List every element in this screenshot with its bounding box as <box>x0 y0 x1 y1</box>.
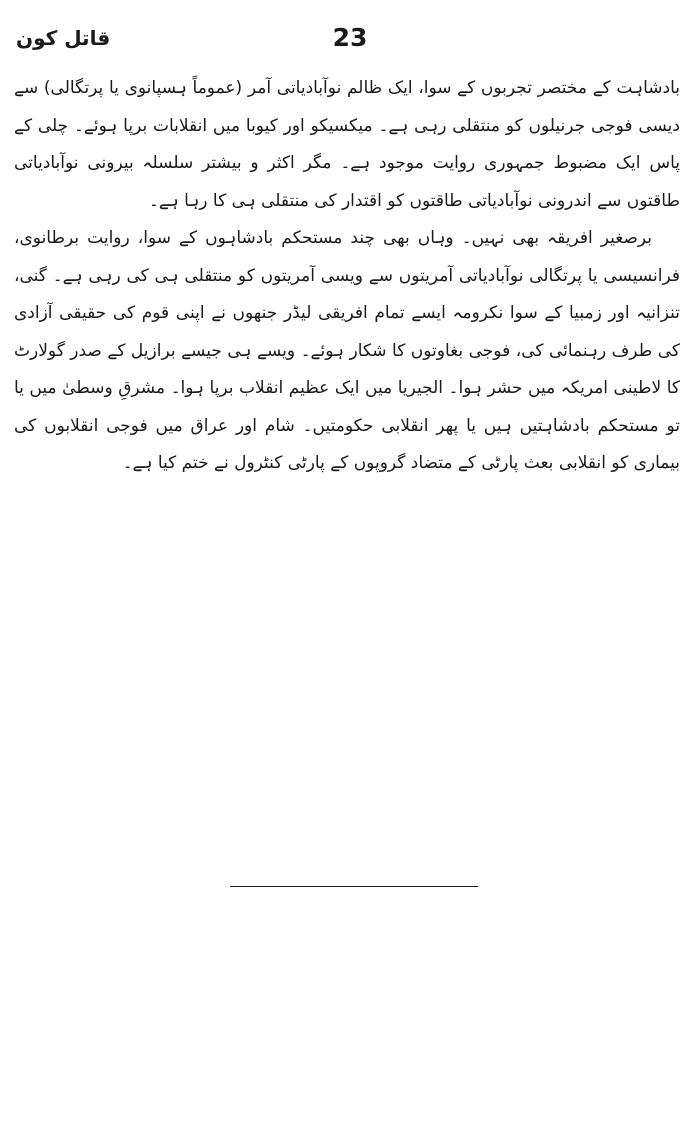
section-end-rule <box>230 886 478 887</box>
paragraph-2: برصغیر افریقہ بھی نہیں۔ وہاں بھی چند مستحکم بادشاہوں کے سوا، روایت برطانوی، فرانسیسی یا پرتگالی نوآبادیاتی آمریتوں سے ویسی آمریتوں کو منتقلی ہی کی رہی ہے۔ گنی، تنزانیہ اور زمبیا کے سوا نکرومہ ایسے تمام افریقی لیڈر جنھوں نے اپنی قوم کی حقیقی آزادی کی طرف رہنمائی کی، فوجی بغاوتوں کا شکار ہوئے۔ ویسے ہی جیسے برازیل کے صدر گولارٹ کا لاطینی امریکہ میں حشر ہوا۔ الجیریا میں ایک عظیم انقلاب برپا ہوا۔ مشرقِ وسطیٰ میں یا تو مستحکم بادشاہتیں ہیں یا پھر انقلابی حکومتیں۔ شام اور عراق میں فوجی انقلابوں کی بیماری کو انقلابی بعث پارٹی کے متضاد گروپوں کے پارٹی کنٹرول نے ختم کیا ہے۔ <box>14 228 680 473</box>
body-text <box>14 70 680 483</box>
running-title: قاتل کون <box>16 26 111 50</box>
page-header <box>0 18 700 60</box>
paragraph-1: بادشاہت کے مختصر تجربوں کے سوا، ایک ظالم نوآبادیاتی آمر (عموماً ہسپانوی یا پرتگالی) سے دیسی فوجی جرنیلوں کو منتقلی رہی ہے۔ میکسیکو اور کیوبا میں انقلابات برپا ہوئے۔ چلی کے پاس ایک مضبوط جمہوری روایت موجود ہے۔ مگر اکثر و بیشتر سلسلہ بیرونی نوآبادیاتی طاقتوں سے اندرونی نوآبادیاتی طاقتوں کو اقتدار کی منتقلی ہی کا رہا ہے۔ <box>14 78 680 211</box>
page-number: 23 <box>332 23 368 52</box>
